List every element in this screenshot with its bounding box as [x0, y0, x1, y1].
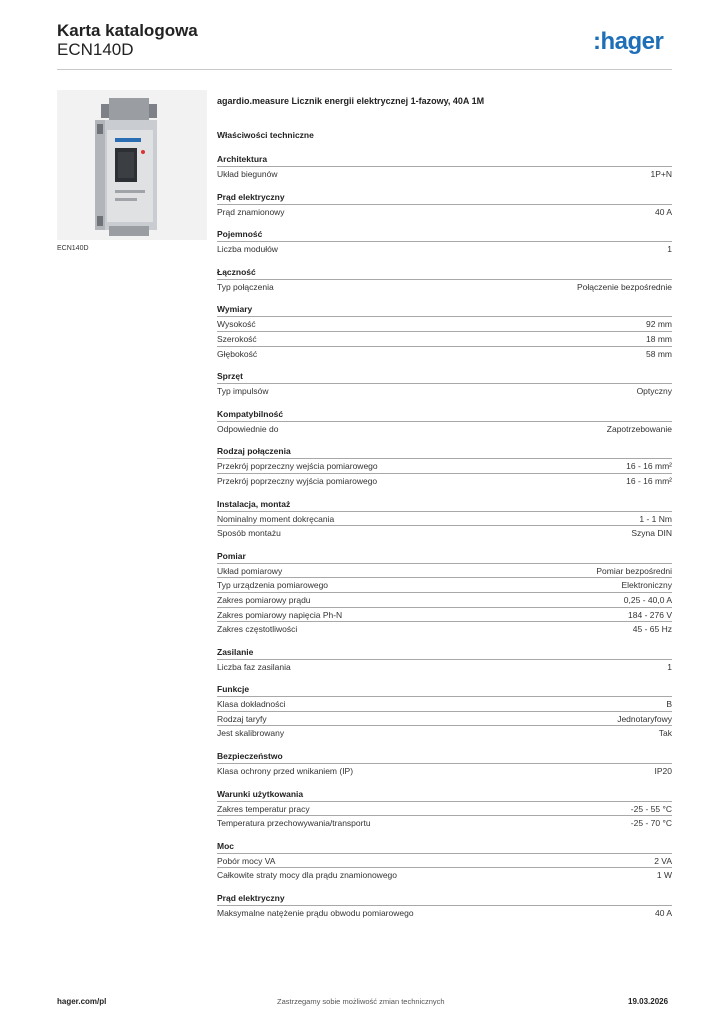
- spec-row: [217, 853, 672, 868]
- spec-row: [217, 383, 672, 398]
- spec-label: Liczba modułów: [217, 244, 278, 255]
- spec-section-title: Funkcje: [217, 684, 250, 695]
- spec-value: 1 - 1 Nm: [639, 513, 672, 524]
- spec-label: Zakres pomiarowy napięcia Ph-N: [217, 609, 343, 620]
- spec-label: Przekrój poprzeczny wyjścia pomiarowego: [217, 475, 378, 486]
- spec-row: [217, 511, 672, 526]
- spec-section: [217, 265, 672, 294]
- spec-row: [217, 867, 672, 882]
- spec-label: Zakres pomiarowy prądu: [217, 594, 311, 605]
- spec-section-title: Kompatybilność: [217, 408, 284, 419]
- product-title: agardio.measure Licznik energii elektrycznej 1-fazowy, 40A 1M: [217, 96, 485, 106]
- product-code: ECN140D: [57, 40, 134, 59]
- spec-value: Optyczny: [636, 386, 672, 397]
- spec-label: Rodzaj taryfy: [217, 713, 267, 724]
- spec-label: Klasa ochrony przed wnikaniem (IP): [217, 766, 354, 777]
- spec-label: Układ pomiarowy: [217, 565, 283, 576]
- hager-logo: :hager: [593, 28, 664, 55]
- spec-label: Głębokość: [217, 348, 258, 359]
- spec-label: Wysokość: [217, 319, 256, 330]
- spec-value: Tak: [658, 728, 672, 739]
- spec-section: [217, 407, 672, 436]
- spec-section-title: Instalacja, montaż: [217, 498, 291, 509]
- spec-section: [217, 369, 672, 398]
- spec-section: [217, 839, 672, 882]
- spec-value: -25 - 70 °C: [630, 818, 672, 829]
- page-title: Karta katalogowa: [57, 21, 198, 40]
- spec-section-title: Warunki użytkowania: [217, 788, 304, 799]
- spec-value: -25 - 55 °C: [630, 803, 672, 814]
- spec-value: Szyna DIN: [631, 528, 672, 539]
- spec-section-title: Wymiary: [217, 304, 253, 315]
- header-divider: [57, 69, 672, 70]
- spec-section-title: Prąd elektryczny: [217, 191, 285, 202]
- spec-row: [217, 279, 672, 294]
- spec-row: [217, 905, 672, 920]
- spec-row: [217, 577, 672, 592]
- spec-label: Typ połączenia: [217, 281, 274, 292]
- spec-section-title: Sprzęt: [217, 371, 243, 382]
- spec-label: Klasa dokładności: [217, 699, 286, 710]
- footer-website[interactable]: hager.com/pl: [57, 997, 107, 1006]
- footer-disclaimer: Zastrzegamy sobie możliwość zmian technicznych: [277, 997, 445, 1006]
- spec-row: [217, 166, 672, 181]
- spec-value: 2 VA: [654, 855, 672, 866]
- spec-label: Układ biegunów: [217, 169, 278, 179]
- spec-row: [217, 607, 672, 622]
- spec-value: 1: [667, 661, 672, 672]
- spec-value: 184 - 276 V: [628, 609, 672, 620]
- spec-value: B: [666, 699, 672, 710]
- spec-row: [217, 725, 672, 740]
- spec-value: 18 mm: [646, 333, 672, 344]
- spec-section: [217, 444, 672, 487]
- spec-label: Zakres częstotliwości: [217, 624, 298, 635]
- spec-label: Sposób montażu: [217, 528, 281, 539]
- spec-section: [217, 645, 672, 674]
- spec-value: 16 - 16 mm²: [626, 461, 672, 472]
- spec-label: Szerokość: [217, 333, 257, 344]
- spec-label: Zakres temperatur pracy: [217, 803, 310, 814]
- spec-section: [217, 749, 672, 778]
- spec-row: [217, 473, 672, 488]
- spec-label: Temperatura przechowywania/transportu: [217, 818, 371, 829]
- spec-label: Jest skalibrowany: [217, 728, 285, 739]
- spec-row: [217, 421, 672, 436]
- spec-row: [217, 763, 672, 778]
- spec-value: Pomiar bezpośredni: [596, 565, 672, 576]
- spec-row: [217, 659, 672, 674]
- spec-section: [217, 227, 672, 256]
- spec-table: [217, 150, 672, 929]
- spec-section: [217, 787, 672, 830]
- spec-section-title: Prąd elektryczny: [217, 893, 285, 904]
- spec-section-title: Moc: [217, 840, 234, 851]
- spec-label: Całkowite straty mocy dla prądu znamionowego: [217, 870, 398, 881]
- spec-row: [217, 621, 672, 636]
- spec-section-title: Pomiar: [217, 550, 246, 561]
- spec-value: 92 mm: [646, 319, 672, 330]
- spec-label: Nominalny moment dokręcania: [217, 513, 335, 524]
- spec-row: [217, 801, 672, 816]
- spec-section: [217, 549, 672, 636]
- spec-row: [217, 815, 672, 830]
- spec-row: [217, 204, 672, 219]
- spec-value: 1P+N: [650, 169, 672, 179]
- spec-value: 1: [667, 244, 672, 255]
- photo-caption: ECN140D: [57, 245, 89, 252]
- spec-label: Maksymalne natężenie prądu obwodu pomiarowego: [217, 908, 414, 919]
- spec-section: [217, 891, 672, 920]
- spec-row: [217, 331, 672, 346]
- spec-row: [217, 525, 672, 540]
- spec-value: 0,25 - 40,0 A: [623, 594, 672, 605]
- product-photo: [57, 90, 207, 240]
- spec-section: [217, 302, 672, 360]
- spec-value: IP20: [654, 766, 672, 777]
- spec-section-title: Zasilanie: [217, 646, 254, 657]
- spec-label: Liczba faz zasilania: [217, 661, 291, 672]
- spec-label: Prąd znamionowy: [217, 206, 285, 217]
- spec-label: Typ urządzenia pomiarowego: [217, 580, 329, 591]
- spec-row: [217, 458, 672, 473]
- spec-row: [217, 563, 672, 578]
- spec-row: [217, 592, 672, 607]
- spec-value: 16 - 16 mm²: [626, 475, 672, 486]
- spec-section: [217, 682, 672, 740]
- spec-section: [217, 497, 672, 540]
- spec-value: Połączenie bezpośrednie: [577, 281, 672, 292]
- spec-value: 40 A: [654, 908, 672, 919]
- spec-value: 45 - 65 Hz: [632, 624, 672, 635]
- spec-section: [217, 152, 672, 181]
- spec-section-title: Bezpieczeństwo: [217, 751, 283, 762]
- spec-section-title: Rodzaj połączenia: [217, 446, 291, 457]
- spec-row: [217, 711, 672, 726]
- properties-heading: Właściwości techniczne: [217, 130, 314, 140]
- spec-value: 1 W: [656, 870, 672, 881]
- spec-value: Zapotrzebowanie: [606, 423, 672, 434]
- spec-section: [217, 190, 672, 219]
- spec-row: [217, 316, 672, 331]
- spec-value: Jednotaryfowy: [617, 713, 672, 724]
- spec-value: 40 A: [654, 206, 672, 217]
- spec-label: Pobór mocy VA: [217, 855, 276, 866]
- spec-row: [217, 241, 672, 256]
- spec-section-title: Architektura: [217, 154, 268, 164]
- spec-value: Elektroniczny: [621, 580, 672, 591]
- spec-section-title: Łączność: [217, 266, 256, 277]
- spec-label: Odpowiednie do: [217, 423, 279, 434]
- spec-section-title: Pojemność: [217, 229, 263, 240]
- spec-value: 58 mm: [646, 348, 672, 359]
- spec-label: Typ impulsów: [217, 386, 269, 397]
- spec-label: Przekrój poprzeczny wejścia pomiarowego: [217, 461, 378, 472]
- spec-row: [217, 696, 672, 711]
- spec-row: [217, 346, 672, 361]
- footer-date: 19.03.2026: [628, 997, 669, 1006]
